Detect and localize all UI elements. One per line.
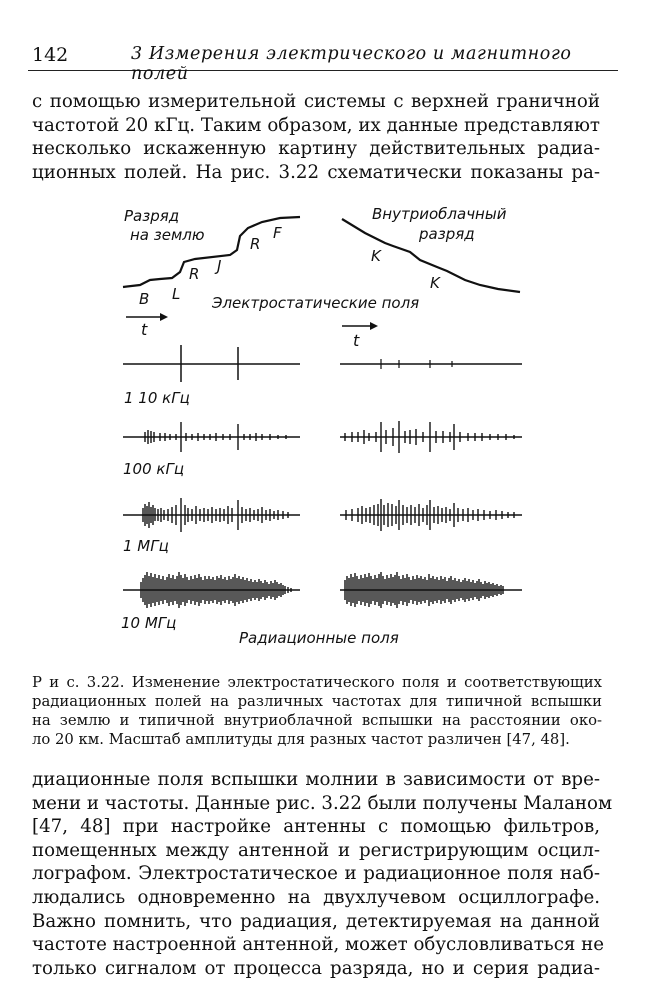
letter-l: L xyxy=(172,285,181,303)
trace-100khz-ground xyxy=(123,422,300,452)
ground-flash-label-line1: Разряд xyxy=(124,207,180,225)
caption-line: на землю и типичной внутриоблачной вспышки на расстоянии око- xyxy=(32,712,602,729)
text-line: помещенных между антенной и регистрирующим осцил- xyxy=(32,839,600,861)
caption-line: ло 20 км. Масштаб амплитуды для разных частот различен [47, 48]. xyxy=(32,731,570,748)
freq-label-10khz: 1 10 кГц xyxy=(124,389,190,407)
freq-label-100khz: 100 кГц xyxy=(123,460,185,478)
text-line: Важно помнить, что радиация, детектируемая на данной xyxy=(32,910,600,932)
letter-k-first: K xyxy=(371,247,381,265)
text-line: диационные поля вспышки молнии в зависимости от вре- xyxy=(32,769,600,790)
page-header xyxy=(28,40,618,84)
freq-label-10mhz: 10 МГц xyxy=(121,614,177,632)
trace-10mhz-ground xyxy=(123,572,300,608)
page-number: 142 xyxy=(32,44,69,66)
letter-r-second: R xyxy=(250,235,261,253)
intracloud-label-line1: Внутриоблачный xyxy=(372,205,507,223)
text-line: несколько искаженную картину действительных радиа- xyxy=(32,138,600,160)
letter-k-second: K xyxy=(430,274,440,292)
caption-line: Р и с. 3.22. Изменение электростатического поля и соответствующих xyxy=(32,674,602,691)
letter-f: F xyxy=(273,224,282,242)
figure-caption xyxy=(32,673,602,749)
text-line: только сигналом от процесса разряда, но и серия радиа- xyxy=(32,957,600,979)
text-line: ционных полей. На рис. 3.22 схематически показаны ра- xyxy=(32,161,600,183)
caption-line: радиационных полей на различных частотах для типичной вспышки xyxy=(32,693,602,710)
text-line: людались одновременно на двухлучевом осциллографе. xyxy=(32,886,600,908)
trace-10mhz-intracloud xyxy=(340,572,522,608)
freq-label-1mhz: 1 МГц xyxy=(123,537,169,555)
paragraph-bottom xyxy=(32,768,613,980)
trace-10khz-intracloud xyxy=(340,359,522,369)
text-line: с помощью измерительной системы с верхней граничной xyxy=(32,91,600,112)
ground-flash-label-line2: на землю xyxy=(130,226,205,244)
letter-j: J xyxy=(217,257,222,275)
text-line: частотой 20 кГц. Таким образом, их данные представляют xyxy=(32,114,600,136)
letter-r-first: R xyxy=(189,265,200,283)
figure-3-22 xyxy=(0,190,647,660)
electrostatic-fields-label: Электростатические поля xyxy=(212,294,420,312)
text-line: мени и частоты. Данные рис. 3.22 были получены Маланом xyxy=(32,792,613,814)
trace-1mhz-ground xyxy=(123,498,300,532)
text-line: частоте настроенной антенной, может обусловливаться не xyxy=(32,934,605,956)
letter-b: B xyxy=(139,290,150,308)
text-line: [47, 48] при настройке антенны с помощью фильтров, xyxy=(32,816,600,838)
trace-10khz-ground xyxy=(123,345,300,382)
time-label-right: t xyxy=(353,331,360,350)
trace-1mhz-intracloud xyxy=(340,499,522,531)
text-line: лографом. Электростатическое и радиационное поля наб- xyxy=(32,863,600,885)
trace-100khz-intracloud xyxy=(340,421,522,453)
running-title: 3 Измерения электрического и магнитного полей xyxy=(131,44,572,84)
time-label-left: t xyxy=(141,320,148,339)
intracloud-label-line2: разряд xyxy=(419,225,475,243)
radiation-fields-label: Радиационные поля xyxy=(239,629,399,647)
time-arrow-right xyxy=(342,322,378,330)
paragraph-top xyxy=(32,90,600,184)
